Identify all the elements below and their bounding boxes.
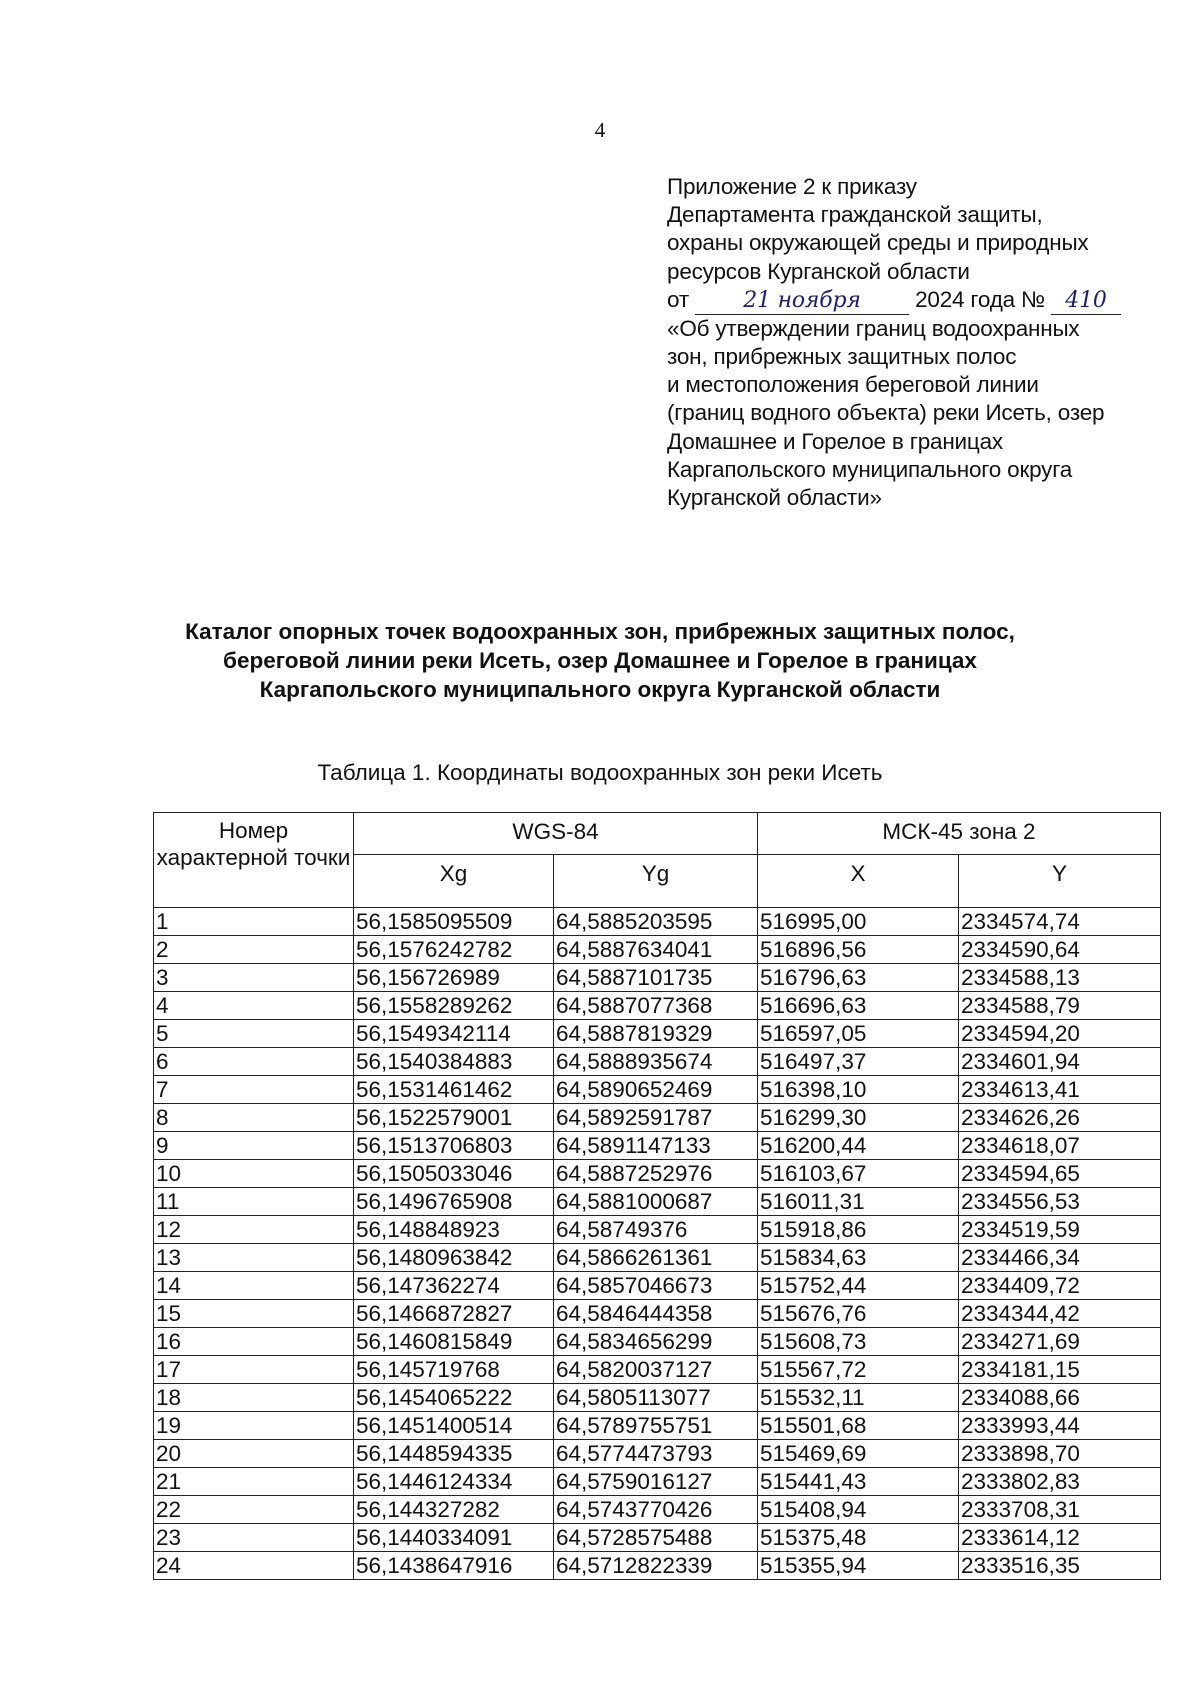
cell-point-number: 12 bbox=[154, 1216, 354, 1244]
cell-x: 516011,31 bbox=[758, 1188, 959, 1216]
cell-y: 2334594,65 bbox=[959, 1160, 1161, 1188]
cell-x: 515676,76 bbox=[758, 1300, 959, 1328]
cell-y: 2334588,79 bbox=[959, 992, 1161, 1020]
cell-x: 515752,44 bbox=[758, 1272, 959, 1300]
table-row bbox=[154, 1468, 1161, 1496]
title-line: береговой линии реки Исеть, озер Домашнее и Горелое в границах bbox=[223, 648, 977, 673]
cell-x: 516497,37 bbox=[758, 1048, 959, 1076]
cell-x: 515918,86 bbox=[758, 1216, 959, 1244]
cell-xg: 56,1540384883 bbox=[354, 1048, 554, 1076]
cell-xg: 56,1531461462 bbox=[354, 1076, 554, 1104]
cell-point-number: 23 bbox=[154, 1524, 354, 1552]
table-row bbox=[154, 1216, 1161, 1244]
cell-xg: 56,147362274 bbox=[354, 1272, 554, 1300]
cell-yg: 64,5887634041 bbox=[554, 936, 758, 964]
cell-point-number: 1 bbox=[154, 908, 354, 936]
table-row bbox=[154, 1328, 1161, 1356]
cell-y: 2334181,15 bbox=[959, 1356, 1161, 1384]
cell-x: 515441,43 bbox=[758, 1468, 959, 1496]
cell-yg: 64,5774473793 bbox=[554, 1440, 758, 1468]
cell-y: 2334613,41 bbox=[959, 1076, 1161, 1104]
cell-xg: 56,1480963842 bbox=[354, 1244, 554, 1272]
cell-yg: 64,5887077368 bbox=[554, 992, 758, 1020]
cell-point-number: 22 bbox=[154, 1496, 354, 1524]
cell-point-number: 24 bbox=[154, 1552, 354, 1580]
table-row bbox=[154, 908, 1161, 936]
cell-yg: 64,5789755751 bbox=[554, 1412, 758, 1440]
table-row bbox=[154, 1440, 1161, 1468]
appendix-subject-line: Каргапольского муниципального округа bbox=[667, 456, 1073, 482]
cell-xg: 56,145719768 bbox=[354, 1356, 554, 1384]
cell-yg: 64,5712822339 bbox=[554, 1552, 758, 1580]
cell-point-number: 2 bbox=[154, 936, 354, 964]
cell-point-number: 13 bbox=[154, 1244, 354, 1272]
cell-xg: 56,1438647916 bbox=[354, 1552, 554, 1580]
cell-point-number: 8 bbox=[154, 1104, 354, 1132]
handwritten-date: 21 ноября bbox=[695, 290, 909, 315]
cell-yg: 64,5885203595 bbox=[554, 908, 758, 936]
appendix-line: Приложение 2 к приказу bbox=[667, 174, 917, 199]
cell-y: 2333614,12 bbox=[959, 1524, 1161, 1552]
table-row bbox=[154, 1020, 1161, 1048]
cell-yg: 64,5891147133 bbox=[554, 1132, 758, 1160]
cell-xg: 56,1440334091 bbox=[354, 1524, 554, 1552]
cell-y: 2333898,70 bbox=[959, 1440, 1161, 1468]
cell-x: 516696,63 bbox=[758, 992, 959, 1020]
cell-xg: 56,1460815849 bbox=[354, 1328, 554, 1356]
cell-yg: 64,5887819329 bbox=[554, 1020, 758, 1048]
cell-y: 2333993,44 bbox=[959, 1412, 1161, 1440]
cell-xg: 56,1451400514 bbox=[354, 1412, 554, 1440]
cell-xg: 56,1466872827 bbox=[354, 1300, 554, 1328]
cell-xg: 56,1448594335 bbox=[354, 1440, 554, 1468]
cell-xg: 56,1505033046 bbox=[354, 1160, 554, 1188]
cell-y: 2334466,34 bbox=[959, 1244, 1161, 1272]
cell-xg: 56,1558289262 bbox=[354, 992, 554, 1020]
table-row bbox=[154, 1412, 1161, 1440]
cell-yg: 64,5881000687 bbox=[554, 1188, 758, 1216]
cell-point-number: 15 bbox=[154, 1300, 354, 1328]
appendix-line: Департамента гражданской защиты, bbox=[667, 202, 1043, 228]
cell-xg: 56,1454065222 bbox=[354, 1384, 554, 1412]
table-row bbox=[154, 1496, 1161, 1524]
cell-yg: 64,5759016127 bbox=[554, 1468, 758, 1496]
cell-point-number: 18 bbox=[154, 1384, 354, 1412]
cell-x: 516103,67 bbox=[758, 1160, 959, 1188]
table-body bbox=[154, 908, 1161, 1580]
table-row bbox=[154, 1132, 1161, 1160]
cell-x: 516200,44 bbox=[758, 1132, 959, 1160]
appendix-subject-line: и местоположения береговой линии bbox=[667, 372, 1039, 398]
table-row bbox=[154, 992, 1161, 1020]
cell-x: 516896,56 bbox=[758, 936, 959, 964]
cell-y: 2334594,20 bbox=[959, 1020, 1161, 1048]
cell-point-number: 16 bbox=[154, 1328, 354, 1356]
cell-xg: 56,156726989 bbox=[354, 964, 554, 992]
cell-xg: 56,148848923 bbox=[354, 1216, 554, 1244]
cell-x: 515532,11 bbox=[758, 1384, 959, 1412]
appendix-subject-line: «Об утверждении границ водоохранных bbox=[667, 315, 1080, 341]
cell-xg: 56,1446124334 bbox=[354, 1468, 554, 1496]
appendix-subject-line: Курганской области» bbox=[667, 485, 882, 511]
cell-point-number: 9 bbox=[154, 1132, 354, 1160]
table-row bbox=[154, 1384, 1161, 1412]
cell-x: 515567,72 bbox=[758, 1356, 959, 1384]
cell-point-number: 6 bbox=[154, 1048, 354, 1076]
cell-x: 515469,69 bbox=[758, 1440, 959, 1468]
cell-yg: 64,5866261361 bbox=[554, 1244, 758, 1272]
cell-point-number: 14 bbox=[154, 1272, 354, 1300]
cell-xg: 56,144327282 bbox=[354, 1496, 554, 1524]
cell-y: 2334556,53 bbox=[959, 1188, 1161, 1216]
page-number: 4 bbox=[594, 118, 606, 142]
cell-xg: 56,1513706803 bbox=[354, 1132, 554, 1160]
handwritten-order-number: 410 bbox=[1051, 290, 1121, 315]
cell-y: 2334601,94 bbox=[959, 1048, 1161, 1076]
cell-point-number: 19 bbox=[154, 1412, 354, 1440]
table-row bbox=[154, 1524, 1161, 1552]
cell-xg: 56,1549342114 bbox=[354, 1020, 554, 1048]
cell-xg: 56,1496765908 bbox=[354, 1188, 554, 1216]
cell-x: 516299,30 bbox=[758, 1104, 959, 1132]
cell-yg: 64,5820037127 bbox=[554, 1356, 758, 1384]
cell-x: 516796,63 bbox=[758, 964, 959, 992]
table-row bbox=[154, 1272, 1161, 1300]
appendix-subject-line: (границ водного объекта) реки Исеть, озер bbox=[667, 400, 1105, 426]
appendix-subject-line: Домашнее и Горелое в границах bbox=[667, 428, 1003, 454]
cell-yg: 64,58749376 bbox=[554, 1216, 758, 1244]
table-row bbox=[154, 1356, 1161, 1384]
cell-yg: 64,5888935674 bbox=[554, 1048, 758, 1076]
appendix-line: охраны окружающей среды и природных bbox=[667, 230, 1089, 256]
cell-y: 2334618,07 bbox=[959, 1132, 1161, 1160]
header-wgs84: WGS-84 bbox=[354, 813, 758, 855]
cell-x: 515408,94 bbox=[758, 1496, 959, 1524]
cell-yg: 64,5887252976 bbox=[554, 1160, 758, 1188]
cell-x: 516995,00 bbox=[758, 908, 959, 936]
cell-point-number: 17 bbox=[154, 1356, 354, 1384]
header-point-number-label: Номер характерной точки bbox=[156, 818, 351, 870]
cell-x: 515355,94 bbox=[758, 1552, 959, 1580]
document-title bbox=[150, 617, 1050, 704]
cell-yg: 64,5857046673 bbox=[554, 1272, 758, 1300]
cell-xg: 56,1522579001 bbox=[354, 1104, 554, 1132]
header-point-number bbox=[154, 813, 354, 908]
cell-point-number: 4 bbox=[154, 992, 354, 1020]
appendix-line: ресурсов Курганской области bbox=[667, 258, 970, 284]
cell-yg: 64,5887101735 bbox=[554, 964, 758, 992]
cell-point-number: 20 bbox=[154, 1440, 354, 1468]
cell-y: 2334588,13 bbox=[959, 964, 1161, 992]
appendix-header bbox=[667, 173, 1167, 512]
table-row bbox=[154, 1188, 1161, 1216]
cell-y: 2334344,42 bbox=[959, 1300, 1161, 1328]
table-row bbox=[154, 936, 1161, 964]
appendix-subject-line: зон, прибрежных защитных полос bbox=[667, 344, 1017, 370]
cell-yg: 64,5834656299 bbox=[554, 1328, 758, 1356]
table-row bbox=[154, 964, 1161, 992]
cell-y: 2334590,64 bbox=[959, 936, 1161, 964]
appendix-date-line bbox=[667, 286, 1167, 315]
cell-x: 516398,10 bbox=[758, 1076, 959, 1104]
cell-yg: 64,5805113077 bbox=[554, 1384, 758, 1412]
table-row bbox=[154, 1160, 1161, 1188]
cell-x: 516597,05 bbox=[758, 1020, 959, 1048]
cell-yg: 64,5743770426 bbox=[554, 1496, 758, 1524]
header-xg: Xg bbox=[354, 855, 554, 908]
cell-y: 2334409,72 bbox=[959, 1272, 1161, 1300]
header-y: Y bbox=[959, 855, 1161, 908]
cell-point-number: 7 bbox=[154, 1076, 354, 1104]
table-row bbox=[154, 1300, 1161, 1328]
table-row bbox=[154, 1552, 1161, 1580]
cell-y: 2333516,35 bbox=[959, 1552, 1161, 1580]
coordinates-table bbox=[153, 812, 1161, 1580]
cell-y: 2334519,59 bbox=[959, 1216, 1161, 1244]
cell-x: 515834,63 bbox=[758, 1244, 959, 1272]
cell-y: 2334088,66 bbox=[959, 1384, 1161, 1412]
cell-point-number: 11 bbox=[154, 1188, 354, 1216]
table-caption: Таблица 1. Координаты водоохранных зон реки Исеть bbox=[317, 760, 883, 785]
cell-y: 2334271,69 bbox=[959, 1328, 1161, 1356]
cell-yg: 64,5846444358 bbox=[554, 1300, 758, 1328]
cell-y: 2334626,26 bbox=[959, 1104, 1161, 1132]
cell-point-number: 3 bbox=[154, 964, 354, 992]
cell-x: 515501,68 bbox=[758, 1412, 959, 1440]
cell-y: 2333708,31 bbox=[959, 1496, 1161, 1524]
cell-y: 2334574,74 bbox=[959, 908, 1161, 936]
header-x: X bbox=[758, 855, 959, 908]
header-yg: Yg bbox=[554, 855, 758, 908]
cell-x: 515375,48 bbox=[758, 1524, 959, 1552]
cell-point-number: 21 bbox=[154, 1468, 354, 1496]
cell-x: 515608,73 bbox=[758, 1328, 959, 1356]
table-row bbox=[154, 1076, 1161, 1104]
title-line: Каргапольского муниципального округа Курганской области bbox=[259, 677, 941, 702]
cell-y: 2333802,83 bbox=[959, 1468, 1161, 1496]
cell-yg: 64,5892591787 bbox=[554, 1104, 758, 1132]
table-row bbox=[154, 1048, 1161, 1076]
cell-point-number: 10 bbox=[154, 1160, 354, 1188]
cell-xg: 56,1585095509 bbox=[354, 908, 554, 936]
cell-point-number: 5 bbox=[154, 1020, 354, 1048]
year-text: 2024 года № bbox=[915, 286, 1045, 312]
table-row bbox=[154, 1244, 1161, 1272]
cell-xg: 56,1576242782 bbox=[354, 936, 554, 964]
title-line: Каталог опорных точек водоохранных зон, прибрежных защитных полос, bbox=[185, 619, 1015, 644]
table-row bbox=[154, 1104, 1161, 1132]
cell-yg: 64,5728575488 bbox=[554, 1524, 758, 1552]
date-prefix: от bbox=[667, 286, 689, 312]
cell-yg: 64,5890652469 bbox=[554, 1076, 758, 1104]
header-msk45: МСК-45 зона 2 bbox=[758, 813, 1161, 855]
